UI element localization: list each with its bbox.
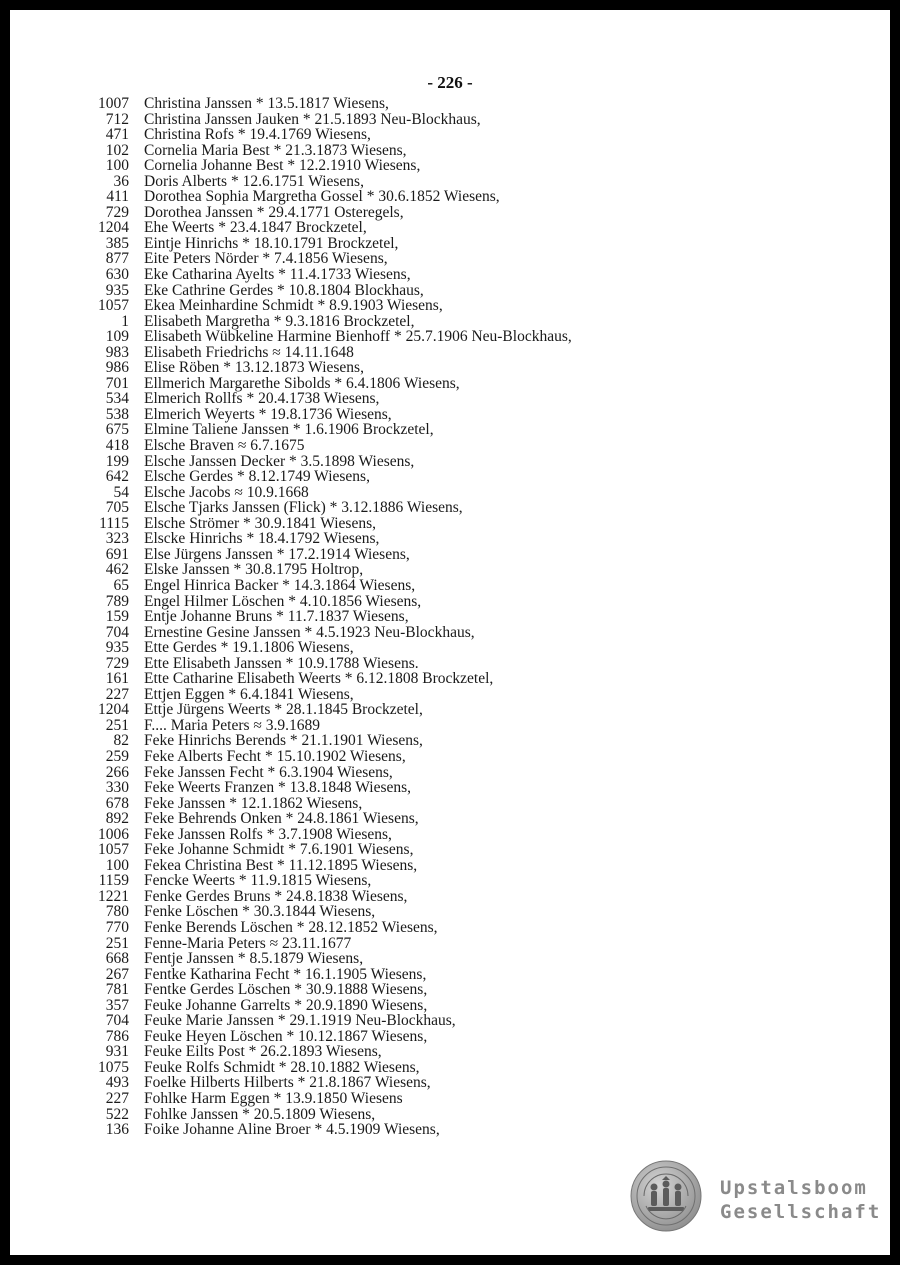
- entry-text: Elise Röben * 13.12.1873 Wiesens,: [144, 359, 364, 377]
- register-entry: [70, 656, 572, 672]
- entry-text: Eke Cathrine Gerdes * 10.8.1804 Blockhaus,: [144, 281, 424, 299]
- entry-number: 266: [105, 763, 129, 781]
- entry-text: Feuke Marie Janssen * 29.1.1919 Neu-Blockhaus,: [144, 1012, 456, 1030]
- entry-number: 1075: [98, 1058, 129, 1076]
- entry-number: 1204: [98, 219, 129, 237]
- register-entry: [70, 143, 572, 159]
- entry-text: Elsche Janssen Decker * 3.5.1898 Wiesens,: [144, 452, 415, 470]
- register-entry: [70, 112, 572, 128]
- entry-number: 1007: [98, 95, 129, 112]
- entry-text: Elisabeth Wübkeline Harmine Bienhoff * 25.7.1906 Neu-Blockhaus,: [144, 328, 572, 346]
- entry-number: 1006: [98, 825, 129, 843]
- register-entry: [70, 158, 572, 174]
- entry-number: 1204: [98, 701, 129, 719]
- register-entry: [70, 500, 572, 516]
- register-entry: [70, 516, 572, 532]
- register-entry: [70, 904, 572, 920]
- seal-icon: [630, 1160, 702, 1232]
- entry-text: Doris Alberts * 12.6.1751 Wiesens,: [144, 172, 364, 190]
- entry-number: 983: [105, 343, 129, 361]
- entry-text: Fentke Gerdes Löschen * 30.9.1888 Wiesens,: [144, 981, 428, 999]
- entry-number: 159: [105, 608, 129, 626]
- register-entry: [70, 578, 572, 594]
- entry-text: Entje Johanne Bruns * 11.7.1837 Wiesens,: [144, 608, 409, 626]
- register-entry: [70, 982, 572, 998]
- register-entry: [70, 267, 572, 283]
- register-entry: [70, 220, 572, 236]
- entry-text: Fenke Berends Löschen * 28.12.1852 Wiesens,: [144, 918, 438, 936]
- entry-text: Fohlke Harm Eggen * 13.9.1850 Wiesens: [144, 1090, 403, 1107]
- register-entry: [70, 811, 572, 827]
- register-entry: [70, 438, 572, 454]
- entry-text: Elsche Strömer * 30.9.1841 Wiesens,: [144, 514, 376, 532]
- entry-text: Ehe Weerts * 23.4.1847 Brockzetel,: [144, 219, 367, 237]
- entry-text: Fekea Christina Best * 11.12.1895 Wiesens,: [144, 856, 418, 874]
- register-entry: [70, 609, 572, 625]
- register-entry: [70, 236, 572, 252]
- logo-text: [720, 1176, 881, 1224]
- entry-number: 931: [105, 1043, 129, 1061]
- entry-text: Elsche Gerdes * 8.12.1749 Wiesens,: [144, 468, 370, 486]
- entry-text: Foelke Hilberts Hilberts * 21.8.1867 Wiesens,: [144, 1074, 431, 1092]
- entry-text: Elsche Tjarks Janssen (Flick) * 3.12.1886 Wiesens,: [144, 499, 463, 517]
- register-entry: [70, 127, 572, 143]
- entry-number: 1221: [98, 887, 129, 905]
- register-entry: [70, 376, 572, 392]
- entry-text: Feke Hinrichs Berends * 21.1.1901 Wiesens,: [144, 732, 423, 750]
- entry-number: 323: [105, 530, 129, 548]
- entry-text: Feke Janssen Fecht * 6.3.1904 Wiesens,: [144, 763, 393, 781]
- register-entry: [70, 547, 572, 563]
- entry-text: Foike Johanne Aline Broer * 4.5.1909 Wiesens,: [144, 1121, 440, 1139]
- entry-text: Ellmerich Margarethe Sibolds * 6.4.1806 Wiesens,: [144, 374, 460, 392]
- page-number: - 226 -: [427, 73, 473, 92]
- society-logo: [630, 1160, 880, 1235]
- register-entry: [70, 1013, 572, 1029]
- entry-number: 462: [105, 561, 129, 579]
- entry-number: 471: [105, 126, 129, 144]
- entry-text: Christina Janssen * 13.5.1817 Wiesens,: [144, 95, 389, 112]
- entry-number: 704: [105, 623, 129, 641]
- entry-number: 227: [105, 685, 129, 703]
- entry-number: 267: [105, 965, 129, 983]
- entry-text: Christina Janssen Jauken * 21.5.1893 Neu-Blockhaus,: [144, 110, 481, 128]
- register-entry: [70, 687, 572, 703]
- entry-number: 1: [121, 312, 129, 330]
- logo-line-2: Gesellschaft: [720, 1201, 882, 1223]
- entry-number: 691: [105, 545, 129, 563]
- entry-text: Christina Rofs * 19.4.1769 Wiesens,: [144, 126, 371, 144]
- entry-text: Elsche Braven ≈ 6.7.1675: [144, 437, 305, 455]
- register-entry: [70, 360, 572, 376]
- document-page: [10, 10, 890, 1255]
- entry-number: 712: [105, 110, 129, 128]
- entry-text: Feke Behrends Onken * 24.8.1861 Wiesens,: [144, 810, 419, 828]
- register-entry: [70, 780, 572, 796]
- entry-number: 780: [105, 903, 129, 921]
- entry-number: 1057: [98, 841, 129, 859]
- entry-number: 411: [106, 188, 129, 206]
- entry-number: 418: [105, 437, 129, 455]
- register-entry: [70, 314, 572, 330]
- entry-number: 251: [105, 934, 129, 952]
- register-entry: [70, 1060, 572, 1076]
- entry-text: Elske Janssen * 30.8.1795 Holtrop,: [144, 561, 364, 579]
- entry-text: Ette Catharine Elisabeth Weerts * 6.12.1808 Brockzetel,: [144, 670, 494, 688]
- entry-text: Elmerich Rollfs * 20.4.1738 Wiesens,: [144, 390, 380, 408]
- register-entry: [70, 205, 572, 221]
- entry-text: Feke Weerts Franzen * 13.8.1848 Wiesens,: [144, 779, 412, 797]
- entry-number: 102: [105, 141, 129, 159]
- register-entry: [70, 96, 572, 112]
- entry-text: Cornelia Johanne Best * 12.2.1910 Wiesens,: [144, 157, 421, 175]
- entry-number: 704: [105, 1012, 129, 1030]
- entry-number: 935: [105, 639, 129, 657]
- register-entry: [70, 796, 572, 812]
- entry-number: 534: [105, 390, 129, 408]
- entry-number: 1159: [98, 872, 129, 890]
- register-entry: [70, 827, 572, 843]
- register-entry: [70, 298, 572, 314]
- entry-text: Fentke Katharina Fecht * 16.1.1905 Wiesens,: [144, 965, 427, 983]
- entry-number: 100: [105, 856, 129, 874]
- entry-number: 668: [105, 950, 129, 968]
- entry-number: 538: [105, 405, 129, 423]
- register-entry: [70, 1107, 572, 1123]
- register-entry: [70, 1029, 572, 1045]
- entry-number: 100: [105, 157, 129, 175]
- entry-number: 729: [105, 654, 129, 672]
- logo-line-1: Upstalsboom: [720, 1177, 868, 1199]
- register-entry: [70, 951, 572, 967]
- entry-number: 65: [113, 576, 129, 594]
- entry-text: Fencke Weerts * 11.9.1815 Wiesens,: [144, 872, 372, 890]
- entry-number: 82: [113, 732, 129, 750]
- entry-number: 493: [105, 1074, 129, 1092]
- entry-number: 675: [105, 421, 129, 439]
- register-entry: [70, 562, 572, 578]
- entry-text: Elisabeth Friedrichs ≈ 14.11.1648: [144, 343, 354, 361]
- entry-number: 630: [105, 266, 129, 284]
- entry-text: Ette Elisabeth Janssen * 10.9.1788 Wiesens.: [144, 654, 419, 672]
- entry-text: Elmerich Weyerts * 19.8.1736 Wiesens,: [144, 405, 392, 423]
- register-entry: [70, 718, 572, 734]
- register-entry: [70, 625, 572, 641]
- register-entry: [70, 422, 572, 438]
- entry-number: 642: [105, 468, 129, 486]
- entry-number: 678: [105, 794, 129, 812]
- register-entry: [70, 1091, 572, 1107]
- entry-text: Eite Peters Nörder * 7.4.1856 Wiesens,: [144, 250, 388, 268]
- entry-text: Feuke Heyen Löschen * 10.12.1867 Wiesens,: [144, 1027, 428, 1045]
- entry-text: Feuke Rolfs Schmidt * 28.10.1882 Wiesens,: [144, 1058, 420, 1076]
- entry-number: 701: [105, 374, 129, 392]
- entry-text: Dorothea Sophia Margretha Gossel * 30.6.1852 Wiesens,: [144, 188, 500, 206]
- entry-list: [70, 96, 572, 1138]
- entry-text: Eke Catharina Ayelts * 11.4.1733 Wiesens,: [144, 266, 411, 284]
- register-entry: [70, 733, 572, 749]
- entry-number: 789: [105, 592, 129, 610]
- register-entry: [70, 920, 572, 936]
- entry-number: 729: [105, 203, 129, 221]
- entry-number: 259: [105, 747, 129, 765]
- entry-text: Fenne-Maria Peters ≈ 23.11.1677: [144, 934, 352, 952]
- entry-text: Fentje Janssen * 8.5.1879 Wiesens,: [144, 950, 364, 968]
- register-entry: [70, 967, 572, 983]
- entry-text: Feke Janssen * 12.1.1862 Wiesens,: [144, 794, 363, 812]
- entry-number: 161: [105, 670, 129, 688]
- register-entry: [70, 329, 572, 345]
- entry-text: Ettjen Eggen * 6.4.1841 Wiesens,: [144, 685, 354, 703]
- entry-number: 109: [105, 328, 129, 346]
- register-entry: [70, 454, 572, 470]
- entry-text: Cornelia Maria Best * 21.3.1873 Wiesens,: [144, 141, 407, 159]
- entry-text: Elsche Jacobs ≈ 10.9.1668: [144, 483, 309, 501]
- entry-text: Else Jürgens Janssen * 17.2.1914 Wiesens,: [144, 545, 410, 563]
- entry-text: Elmine Taliene Janssen * 1.6.1906 Brockzetel,: [144, 421, 434, 439]
- register-entry: [70, 469, 572, 485]
- entry-text: Fohlke Janssen * 20.5.1809 Wiesens,: [144, 1105, 376, 1123]
- entry-number: 251: [105, 716, 129, 734]
- entry-number: 877: [105, 250, 129, 268]
- entry-number: 36: [113, 172, 129, 190]
- entry-text: Fenke Gerdes Bruns * 24.8.1838 Wiesens,: [144, 887, 408, 905]
- register-entry: [70, 174, 572, 190]
- entry-number: 199: [105, 452, 129, 470]
- entry-number: 136: [105, 1121, 129, 1139]
- entry-number: 781: [105, 981, 129, 999]
- register-entry: [70, 749, 572, 765]
- register-entry: [70, 873, 572, 889]
- register-entry: [70, 889, 572, 905]
- entry-number: 522: [105, 1105, 129, 1123]
- register-entry: [70, 858, 572, 874]
- entry-text: Fenke Löschen * 30.3.1844 Wiesens,: [144, 903, 376, 921]
- register-entry: [70, 407, 572, 423]
- register-entry: [70, 594, 572, 610]
- register-entry: [70, 251, 572, 267]
- entry-number: 1115: [99, 514, 129, 532]
- register-entry: [70, 936, 572, 952]
- entry-text: Ernestine Gesine Janssen * 4.5.1923 Neu-Blockhaus,: [144, 623, 475, 641]
- entry-text: Elscke Hinrichs * 18.4.1792 Wiesens,: [144, 530, 380, 548]
- register-entry: [70, 842, 572, 858]
- register-entry: [70, 345, 572, 361]
- entry-text: Feke Johanne Schmidt * 7.6.1901 Wiesens,: [144, 841, 414, 859]
- entry-text: Ekea Meinhardine Schmidt * 8.9.1903 Wiesens,: [144, 297, 443, 315]
- entry-text: Ettje Jürgens Weerts * 28.1.1845 Brockzetel,: [144, 701, 423, 719]
- entry-number: 892: [105, 810, 129, 828]
- register-entry: [70, 283, 572, 299]
- entry-text: Eintje Hinrichs * 18.10.1791 Brockzetel,: [144, 234, 399, 252]
- entry-number: 357: [105, 996, 129, 1014]
- entry-number: 770: [105, 918, 129, 936]
- register-entry: [70, 671, 572, 687]
- entry-text: Feke Alberts Fecht * 15.10.1902 Wiesens,: [144, 747, 406, 765]
- register-entry: [70, 1122, 572, 1138]
- entry-text: Ette Gerdes * 19.1.1806 Wiesens,: [144, 639, 354, 657]
- register-entry: [70, 998, 572, 1014]
- entry-number: 385: [105, 234, 129, 252]
- register-entry: [70, 531, 572, 547]
- entry-text: Engel Hilmer Löschen * 4.10.1856 Wiesens,: [144, 592, 422, 610]
- entry-text: Engel Hinrica Backer * 14.3.1864 Wiesens,: [144, 576, 416, 594]
- entry-text: Feuke Johanne Garrelts * 20.9.1890 Wiesens,: [144, 996, 428, 1014]
- entry-text: F.... Maria Peters ≈ 3.9.1689: [144, 716, 321, 734]
- register-entry: [70, 640, 572, 656]
- register-entry: [70, 485, 572, 501]
- register-entry: [70, 1044, 572, 1060]
- entry-text: Feke Janssen Rolfs * 3.7.1908 Wiesens,: [144, 825, 392, 843]
- entry-number: 1057: [98, 297, 129, 315]
- register-entry: [70, 189, 572, 205]
- register-entry: [70, 391, 572, 407]
- entry-number: 330: [105, 779, 129, 797]
- register-entry: [70, 702, 572, 718]
- entry-number: 54: [113, 483, 129, 501]
- entry-number: 786: [105, 1027, 129, 1045]
- entry-number: 986: [105, 359, 129, 377]
- entry-text: Dorothea Janssen * 29.4.1771 Osteregels,: [144, 203, 404, 221]
- entry-text: Elisabeth Margretha * 9.3.1816 Brockzetel,: [144, 312, 415, 330]
- entry-number: 227: [105, 1090, 129, 1107]
- register-entry: [70, 765, 572, 781]
- entry-number: 935: [105, 281, 129, 299]
- register-entry: [70, 1075, 572, 1091]
- entry-text: Feuke Eilts Post * 26.2.1893 Wiesens,: [144, 1043, 382, 1061]
- entry-number: 705: [105, 499, 129, 517]
